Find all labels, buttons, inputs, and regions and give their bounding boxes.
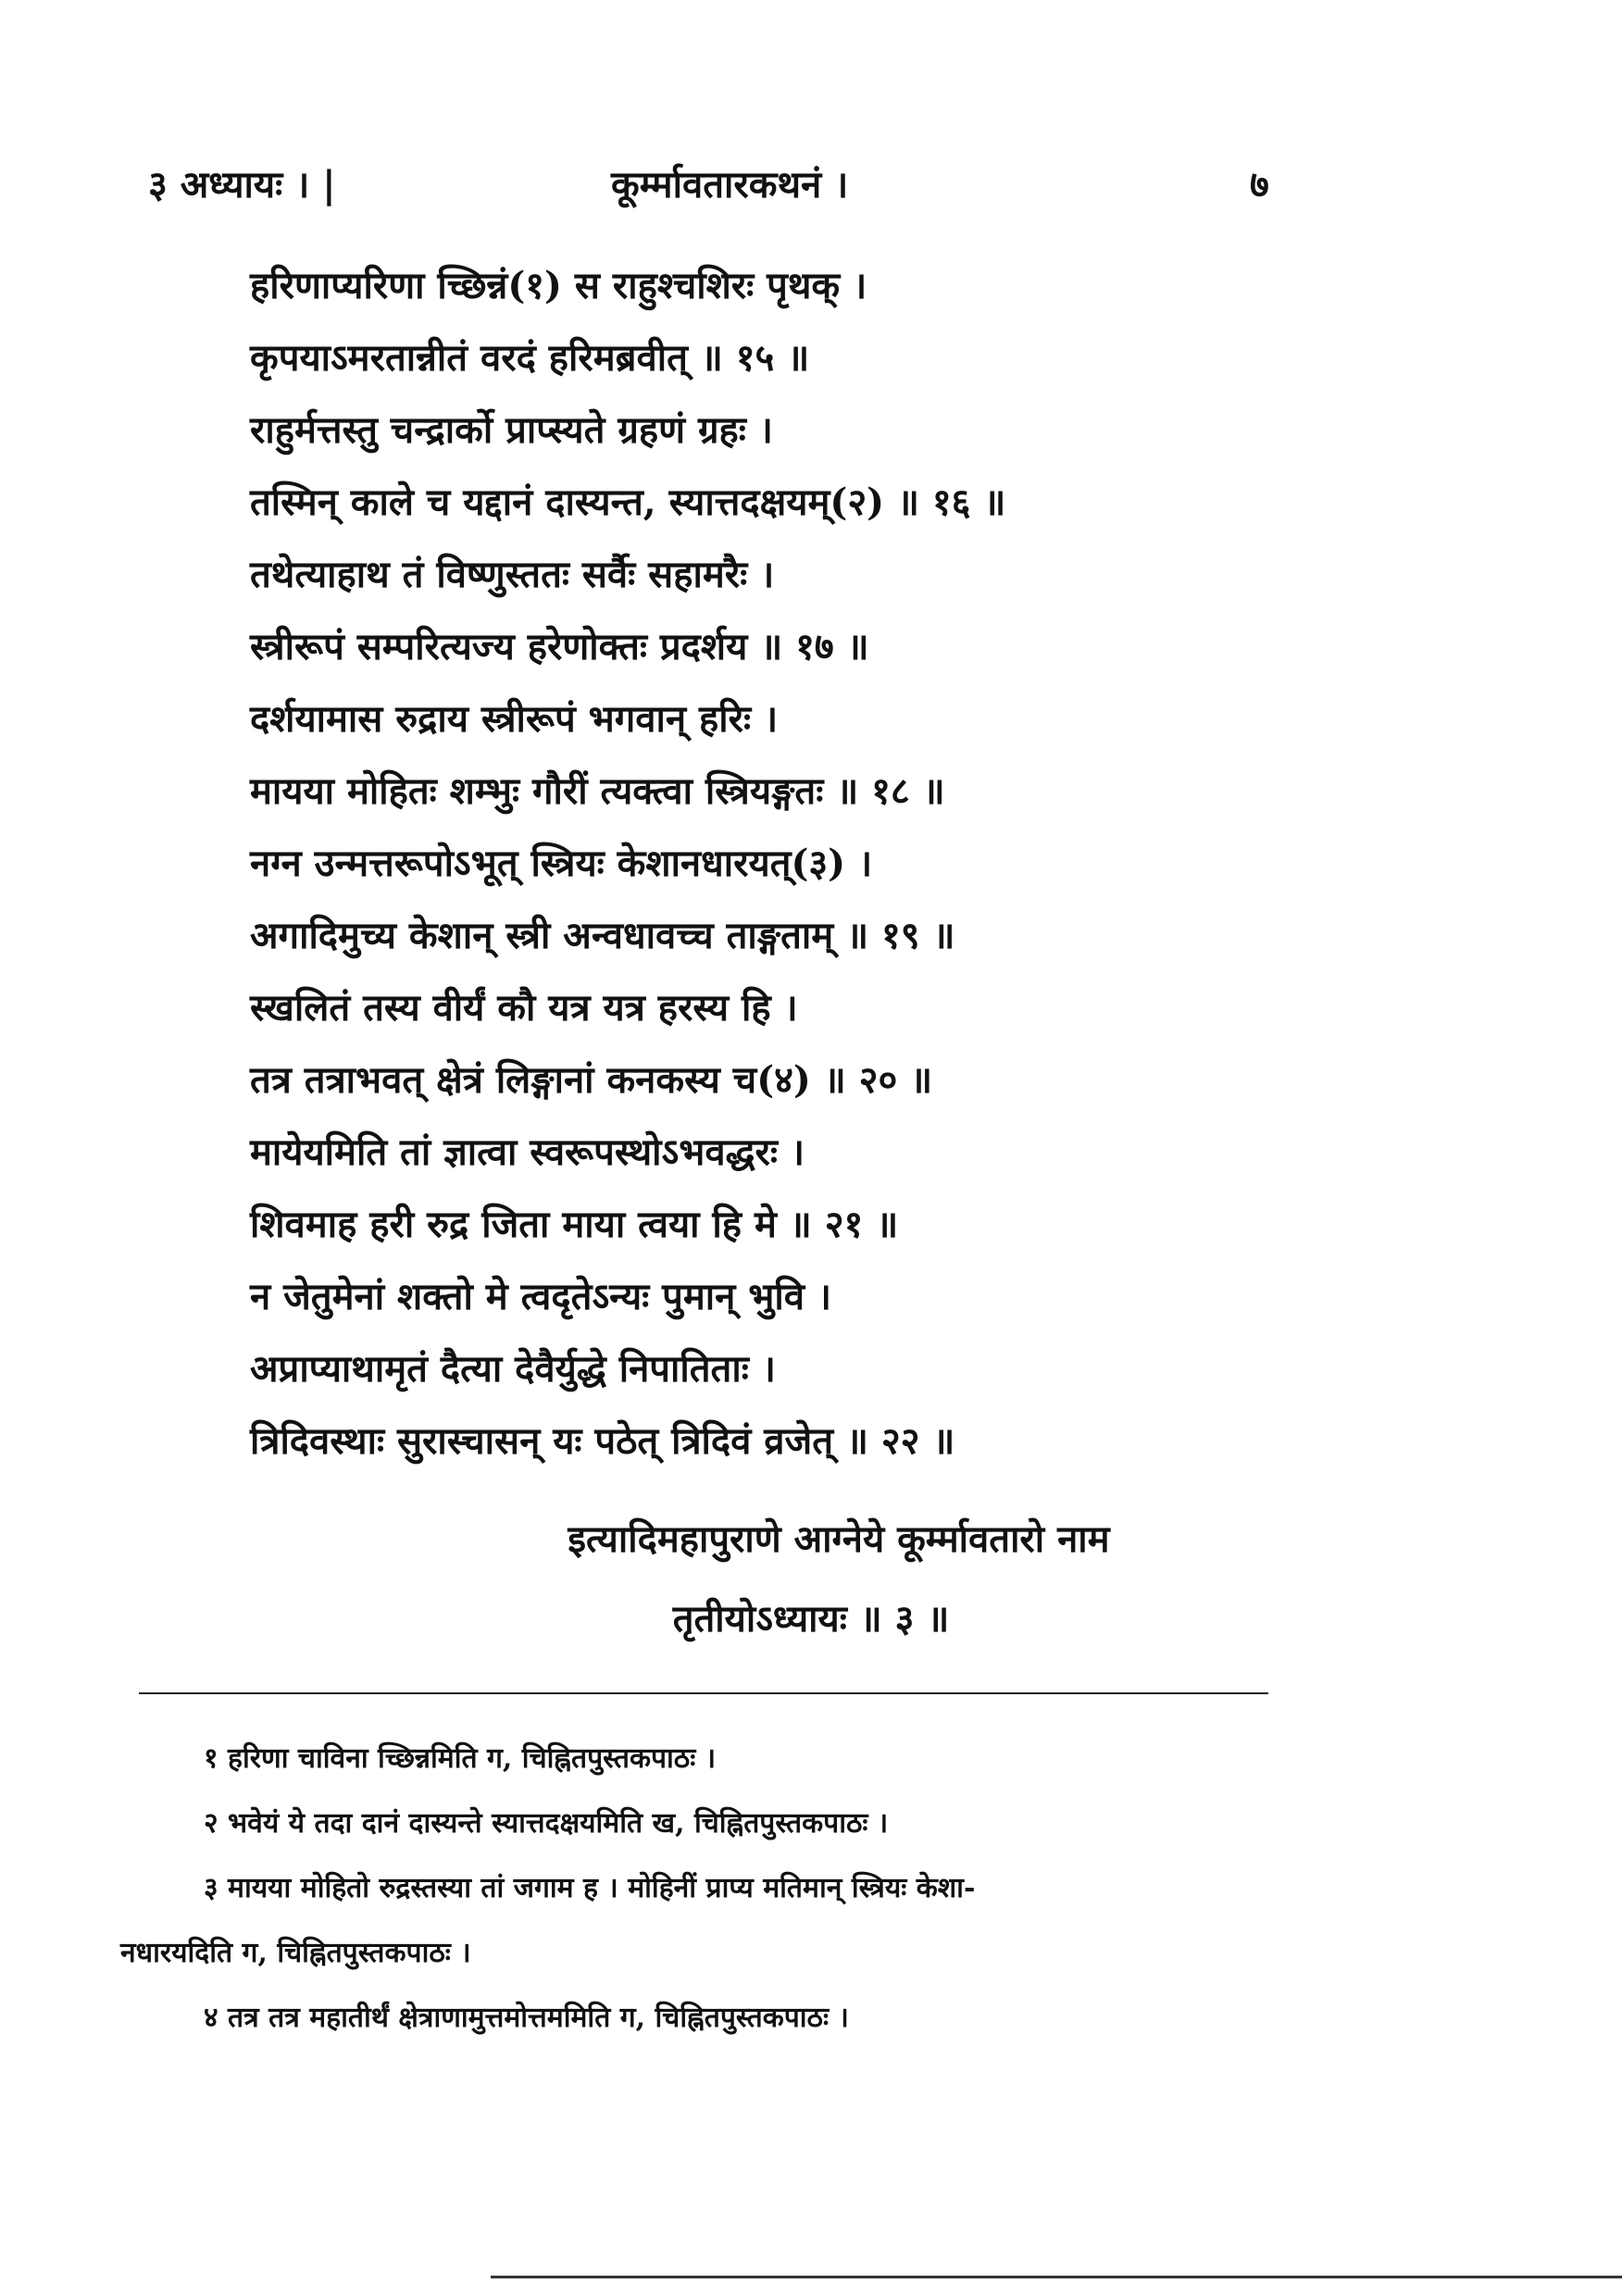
- running-title: कूर्म्मावतारकथनं ।: [611, 163, 849, 206]
- verse-line: तस्मिन् काले च यद्दानं दास्यन्त, स्यात्तदक्षयम्(२) ॥ १६ ॥: [250, 480, 1006, 524]
- footnote-line: १ हरिणा चाविना च्छिन्नमिति ग, चिह्नितपुस्तकपाठः ।: [204, 1742, 717, 1775]
- footnotes: [120, 1727, 1509, 2051]
- verse-line: न जेतुमेनां शक्तो मे त्वदृतेऽन्यः पुमान् भुवि ।: [250, 1275, 832, 1318]
- footnote-line: नधारयदिति ग, चिह्नितपुस्तकपाठः ।: [120, 1937, 471, 1969]
- verse-line: कृपयाऽमरतान्नीतं वरदं हरिमब्रवीत् ॥ १५ ॥: [250, 336, 810, 380]
- verse-block: [250, 250, 1509, 1478]
- footnote-line: २ भवेयं ये तदा दानं दास्यन्ते स्यात्तदक्षयमिति ख, चिह्नितपुस्तकपाठः ।: [204, 1807, 889, 1840]
- verse-line: स्त्रीरूपं सम्परित्यज्य हरेणोक्तः प्रदर्शय ॥ १७ ॥: [250, 625, 869, 668]
- verse-line: अगादिमुच्य केशान् स्त्री अन्वधावच्च ताङ्गताम् ॥ १९ ॥: [250, 914, 955, 957]
- verse-line: शिवमाह हरी रुद्र जिता माया त्वया हि मे ॥ २१ ॥: [250, 1203, 899, 1246]
- chapter-colophon: [0, 1500, 1622, 1659]
- running-header: [0, 148, 1622, 213]
- footnote-line: ३ मायया मोहितो रुद्रस्तस्या तां जगाम ह । मोहिनीं प्राप्य मतिमान् स्त्रियः केशा-: [204, 1872, 976, 1904]
- chapter-label: ३ अध्यायः । |: [148, 163, 336, 206]
- verse-line: नग्न उन्मत्तरूपोऽभूत् स्त्रियः केशानधारयत्(३) ।: [250, 842, 873, 885]
- verse-line: तत्र तत्राभवत् क्षेत्रं लिङ्गानां कनकस्य च(४) ॥ २० ॥: [250, 1058, 933, 1102]
- verse-line: मायया मोहितः शम्भुः गौरीं त्यक्त्वा स्त्रियङ्गतः ॥ १८ ॥: [250, 769, 945, 813]
- scan-edge-line: [491, 2276, 1622, 2278]
- colophon-line: इत्यादिमहापुराणे आग्नेये कूर्म्मावतारो नाम: [568, 1517, 1110, 1561]
- verse-line: त्रिदिवस्थाः सुरास्चासन् यः पठेत् त्रिदिवं व्रजेत् ॥ २२ ॥: [250, 1419, 955, 1463]
- colophon-line: तृतीयोऽध्यायः ॥ ३ ॥: [672, 1597, 950, 1641]
- verse-line: राहुर्मत्तस्तु चन्द्रार्को प्राप्स्यते ग्रहणं ग्रहः ।: [250, 408, 773, 452]
- verse-line: हरिणाप्यरिणा च्छिन्नं(१) स राहुश्चशिरः पृथक् ।: [250, 264, 867, 307]
- verse-line: स्खलितं तस्य वीर्यं कौ यत्र यत्र हरस्य हि ।: [250, 986, 798, 1029]
- footnote-line: ४ तत्र तत्र महातीर्थं क्षेत्राणामुत्तमोत्तममिति ग, चिह्नितपुस्तकपाठः ।: [204, 2002, 849, 2034]
- verse-line: मायेयमिति तां ज्ञात्वा स्वरूपस्थोऽभवद्धरः ।: [250, 1130, 805, 1174]
- verse-line: अप्राप्याथामृतं दैत्या देवैर्युद्धे निपातिताः ।: [250, 1347, 776, 1391]
- verse-line: तथेत्याहाथ तं विष्णुस्ततः सर्वैः सहामरैः ।: [250, 553, 775, 596]
- footnote-divider: [139, 1692, 1268, 1694]
- verse-line: दर्शयामास रुद्राय स्त्रीरूपं भगवान् हरिः ।: [250, 697, 779, 741]
- page-number: ७: [1250, 163, 1269, 206]
